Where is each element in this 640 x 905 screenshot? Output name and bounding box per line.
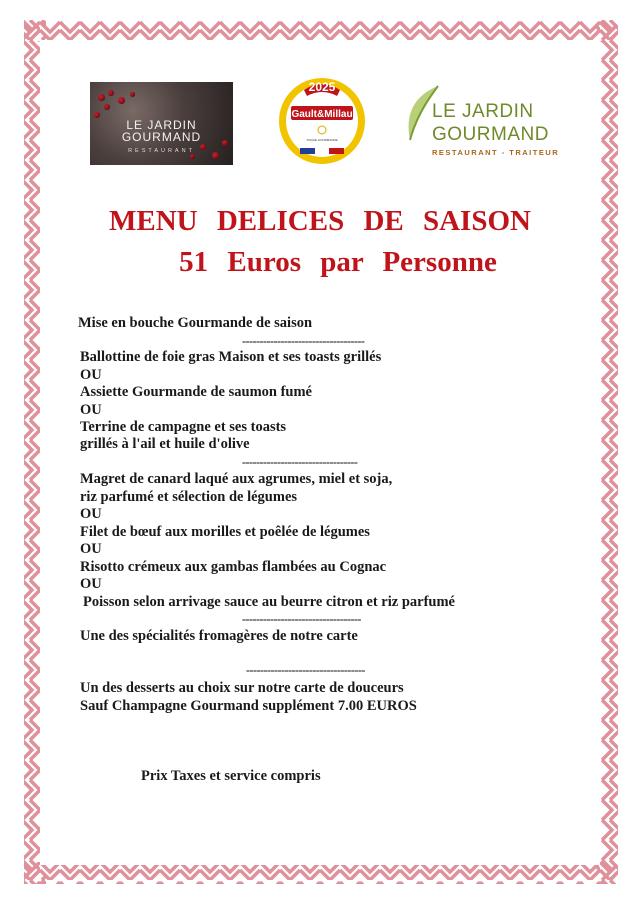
right-logo-line2: GOURMAND (432, 124, 549, 145)
starter-2: Assiette Gourmande de saumon fumé (80, 384, 312, 400)
main-2: Filet de bœuf aux morilles et poêlée de légumes (80, 524, 370, 540)
svg-text:TOQUE GOURMANDE: TOQUE GOURMANDE (306, 138, 338, 142)
main-3: Risotto crémeux aux gambas flambées au Cognac (80, 559, 387, 575)
restaurant-logo-photo (90, 82, 233, 165)
footer-note: Prix Taxes et service compris (141, 768, 321, 784)
svg-text:Gault&Millau: Gault&Millau (291, 109, 353, 120)
left-logo-text: LE JARDIN GOURMAND (121, 118, 202, 144)
main-1-line2: riz parfumé et sélection de légumes (80, 489, 298, 505)
menu-title: MENU DELICES DE SAISON (109, 205, 531, 237)
left-logo-subtitle: RESTAURANT (128, 148, 195, 154)
cheese-course: Une des spécialités fromagères de notre carte (80, 628, 358, 644)
or-label: OU (80, 367, 102, 383)
main-4: Poisson selon arrivage sauce au beurre citron et riz parfumé (83, 594, 455, 610)
amuse-bouche: Mise en bouche Gourmande de saison (78, 315, 313, 331)
starter-1: Ballottine de foie gras Maison et ses toasts grillés (80, 349, 382, 365)
separator: --------------------------------- (242, 455, 358, 469)
starter-3-line2: grillés à l'ail et huile d'olive (80, 436, 250, 452)
restaurant-logo-leaf (400, 80, 560, 160)
dessert-line1: Un des desserts au choix sur notre carte de douceurs (80, 680, 404, 696)
or-label: OU (80, 576, 102, 592)
right-logo-line1: LE JARDIN (432, 101, 534, 122)
separator: ---------------------------------- (246, 663, 365, 677)
or-label: OU (80, 541, 102, 557)
right-logo-subtitle: RESTAURANT - TRAITEUR (432, 148, 560, 157)
starter-3-line1: Terrine de campagne et ses toasts (80, 419, 287, 435)
separator: ----------------------------------- (242, 334, 365, 348)
svg-text:2025: 2025 (308, 80, 336, 94)
separator: ---------------------------------- (242, 612, 361, 626)
or-label: OU (80, 506, 102, 522)
gault-millau-badge (277, 76, 367, 166)
main-1-line1: Magret de canard laqué aux agrumes, miel et soja, (80, 471, 393, 487)
or-label: OU (80, 402, 102, 418)
menu-price: 51 Euros par Personne (179, 246, 497, 278)
dessert-line2: Sauf Champagne Gourmand supplément 7.00 EUROS (80, 698, 417, 714)
